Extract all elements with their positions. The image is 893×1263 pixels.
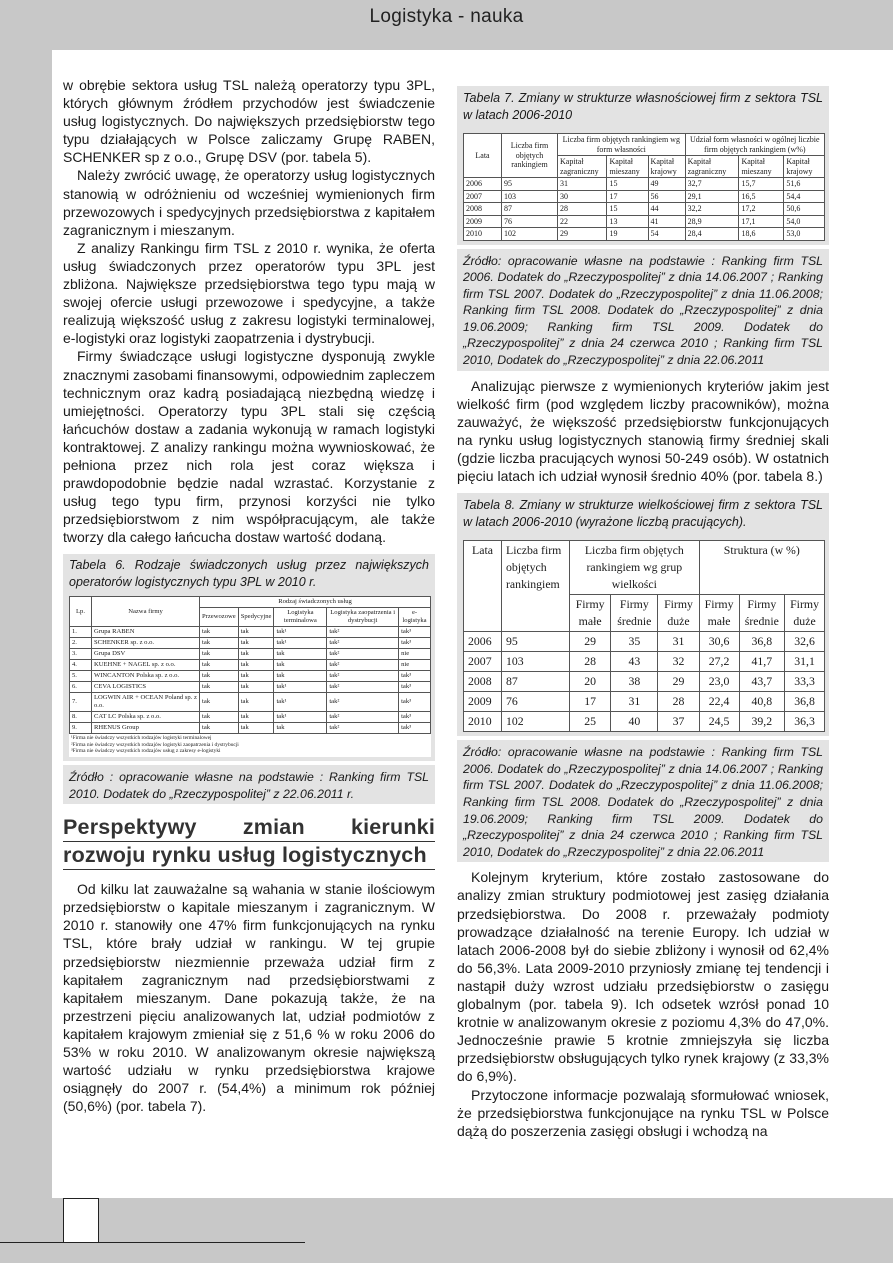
table-cell: tak: [200, 671, 239, 682]
table-header: Firmy duże: [785, 595, 825, 632]
table-header: Nazwa firmy: [92, 597, 200, 627]
table-cell: 40,8: [739, 692, 785, 712]
table-cell: 40: [611, 712, 658, 732]
table-cell: 24,5: [699, 712, 739, 732]
table-cell: 36,3: [785, 712, 825, 732]
right-column: [457, 86, 829, 1140]
table-header: Przewozowe: [200, 608, 239, 627]
table-cell: CEVA LOGISTICS: [92, 682, 200, 693]
table-cell: 27,2: [699, 652, 739, 672]
table-cell: tak: [200, 638, 239, 649]
table-header: Lp.: [70, 597, 92, 627]
table-cell: 2007: [464, 652, 502, 672]
table-cell: tak: [238, 693, 274, 712]
table-cell: tak¹: [274, 638, 327, 649]
table-row: [70, 671, 431, 682]
table-cell: 15: [607, 203, 648, 216]
table-cell: 31: [558, 178, 607, 191]
paragraph: Firmy świadczące usługi logistyczne dysponują zwykle znacznymi zasobami finansowymi, odpowiednim zapleczem technicznym oraz kadrą posiadającą niezbędną wiedzę i umiejętności. Operatorzy typu 3PL stali się częścią łańcuchów dostaw a zadania wykonują w ramach logistyki kontraktowej. Z analizy rankingu można wywnioskować, że pełniona przez nich rola jest coraz większa i prawdopodobnie będzie nadal wzrastać. Korzystanie z usług tego typu firm, przynosi korzyści nie tylko przedsiębiorstwom z nim współpracującym, ale także tworzy dla całego łańcucha dostaw wartość dodaną.: [63, 348, 435, 546]
table-cell: 28: [558, 203, 607, 216]
table-header: Kapitał mieszany: [607, 156, 648, 178]
table-cell: 19: [607, 228, 648, 241]
table-cell: nie: [399, 649, 431, 660]
table-cell: 2006: [464, 632, 502, 652]
table8-source: Źródło: opracowanie własne na podstawie : Ranking firm TSL 2006. Dodatek do „Rzeczypospolitej” z dnia 14.06.2007 ; Ranking firm TSL 2007. Dodatek do „Rzeczypospolitej” z dnia 11.06.2008; Ranking firm TSL 2008. Dodatek do „Rzeczypospolitej” z dnia 19.06.2009; Ranking firm TSL 2009. Dodatek do „Rzeczypospolitej” z dnia 24 czerwca 2010 ; Ranking firm TSL 2010, Dodatek do „Rzeczypospolitej” z dnia 22.06.2011: [457, 740, 829, 862]
table-cell: tak: [200, 723, 239, 734]
table6: [69, 596, 431, 734]
table-cell: 32,7: [685, 178, 739, 191]
table-cell: SCHENKER sp. z o.o.: [92, 638, 200, 649]
table-cell: tak: [274, 671, 327, 682]
table-cell: tak²: [327, 627, 399, 638]
table-cell: tak: [238, 723, 274, 734]
table-cell: tak¹: [274, 682, 327, 693]
table-cell: 7.: [70, 693, 92, 712]
table-cell: 37: [658, 712, 699, 732]
table-cell: 30: [558, 190, 607, 203]
table-cell: 87: [502, 672, 570, 692]
table-cell: 28,9: [685, 215, 739, 228]
table-cell: 35: [611, 632, 658, 652]
table6-source: Źródło : opracowanie własne na podstawie : Ranking firm TSL 2010. Dodatek do „Rzeczypospolitej” z 22.06.2011 r.: [63, 765, 435, 804]
table7-caption: Tabela 7. Zmiany w strukturze własnościowej firm z sektora TSL w latach 2006-2010: [457, 86, 829, 125]
table-cell: 76: [502, 692, 570, 712]
table-cell: 17,2: [739, 203, 784, 216]
table-cell: 87: [502, 203, 558, 216]
table-cell: tak²: [327, 693, 399, 712]
table-cell: tak²: [327, 671, 399, 682]
table-cell: 32: [658, 652, 699, 672]
table-cell: tak³: [399, 682, 431, 693]
table-cell: 8.: [70, 712, 92, 723]
table-row: [70, 627, 431, 638]
table-cell: tak: [200, 712, 239, 723]
table-header: Firmy małe: [570, 595, 611, 632]
table-cell: 20: [570, 672, 611, 692]
table-cell: 43: [611, 652, 658, 672]
table-header: Kapitał zagraniczny: [685, 156, 739, 178]
table-cell: 41,7: [739, 652, 785, 672]
table-cell: 32,2: [685, 203, 739, 216]
table-header: Firmy średnie: [611, 595, 658, 632]
table-cell: LOGWIN AIR + OCEAN Poland sp. z o.o.: [92, 693, 200, 712]
table-header: Kapitał krajowy: [648, 156, 685, 178]
table-row: [70, 712, 431, 723]
table-cell: 56: [648, 190, 685, 203]
table-cell: 2007: [464, 190, 502, 203]
table-cell: 102: [502, 712, 570, 732]
table-cell: 54,0: [784, 215, 825, 228]
section-heading: rozwoju rynku usług logistycznych: [63, 843, 427, 868]
table-cell: 22: [558, 215, 607, 228]
table-cell: 28,4: [685, 228, 739, 241]
table-header: Liczba firm objętych rankingiem: [502, 134, 558, 178]
table-cell: tak: [238, 627, 274, 638]
table-cell: 38: [611, 672, 658, 692]
table-cell: tak²: [327, 723, 399, 734]
table8-wrap: [457, 532, 829, 736]
table-cell: 6.: [70, 682, 92, 693]
table-header: Kapitał zagraniczny: [558, 156, 607, 178]
table-cell: 23,0: [699, 672, 739, 692]
table-cell: tak³: [399, 638, 431, 649]
table-row: [464, 228, 825, 241]
table-cell: tak¹: [274, 627, 327, 638]
table-cell: tak: [238, 660, 274, 671]
table-cell: Grupa RABEN: [92, 627, 200, 638]
table-cell: tak²: [327, 660, 399, 671]
table-row: [464, 215, 825, 228]
table-cell: 31: [611, 692, 658, 712]
table-cell: 2010: [464, 228, 502, 241]
table-cell: CAT LC Polska sp. z o.o.: [92, 712, 200, 723]
table-cell: 28: [570, 652, 611, 672]
table6-caption: Tabela 6. Rodzaje świadczonych usług przez największych operatorów logistycznych typu 3PL w 2010 r.: [63, 554, 435, 590]
table-cell: tak: [274, 660, 327, 671]
table-cell: tak: [200, 693, 239, 712]
table6-notes: [69, 734, 431, 757]
table-note: ¹Firma nie świadczy wszystkich rodzajów logistyki terminalowej: [71, 735, 212, 742]
table-row: [464, 692, 825, 712]
page-number-box: [63, 1198, 99, 1243]
table-cell: 28: [658, 692, 699, 712]
table-cell: WINCANTON Polska sp. z o.o.: [92, 671, 200, 682]
table-cell: 29: [570, 632, 611, 652]
table-row: [464, 652, 825, 672]
table8-caption: Tabela 8. Zmiany w strukturze wielkościowej firm z sektora TSL w latach 2006-2010 (wyrażone liczbą pracujących).: [457, 493, 829, 532]
table-cell: 95: [502, 178, 558, 191]
table-cell: tak²: [327, 682, 399, 693]
table-cell: 2009: [464, 692, 502, 712]
table-cell: tak: [238, 682, 274, 693]
table-group-header: Liczba firm objętych rankingiem wg grup wielkości: [570, 541, 700, 595]
page-header: [0, 0, 893, 50]
table-header: e-logistyka: [399, 608, 431, 627]
table-cell: 1.: [70, 627, 92, 638]
table-cell: tak²: [327, 638, 399, 649]
table-cell: 2006: [464, 178, 502, 191]
table-group-header: Struktura (w %): [699, 541, 824, 595]
table-cell: tak³: [399, 627, 431, 638]
table-cell: 2.: [70, 638, 92, 649]
table-row: [70, 682, 431, 693]
table-cell: 25: [570, 712, 611, 732]
table-cell: 4.: [70, 660, 92, 671]
table-row: [464, 632, 825, 652]
paragraph: w obrębie sektora usług TSL należą operatorzy typu 3PL, których głównym źródłem przychodów jest świadczenie usług logistycznych. Do największych przedsiębiorstw tego typu działających w Polsce zaliczamy Grupę RABEN, SCHENKER sp z o.o., Grupę DSV (por. tabela 5).: [63, 77, 435, 166]
table-cell: 13: [607, 215, 648, 228]
table-cell: tak³: [399, 693, 431, 712]
table-cell: 2009: [464, 215, 502, 228]
table-row: [464, 712, 825, 732]
table6-wrap: [63, 590, 435, 761]
table-cell: tak: [200, 682, 239, 693]
table-row: [464, 672, 825, 692]
table-cell: 30,6: [699, 632, 739, 652]
table-cell: 17: [570, 692, 611, 712]
table-cell: 9.: [70, 723, 92, 734]
table-header: Lata: [464, 541, 502, 632]
table-cell: tak: [238, 712, 274, 723]
table-header: Kapitał mieszany: [739, 156, 784, 178]
footer-rule: [0, 1242, 305, 1243]
table-header: Logistyka zaopatrzenia i dystrybucji: [327, 608, 399, 627]
paragraph: Kolejnym kryterium, które zostało zastosowane do analizy zmian struktury podmiotowej jest zasięg działania przedsiębiorstwa. Do 2008 r. przeważały podmioty prowadzące działalność na terenie Europy. Ich udział w latach 2006-2008 był do siebie zbliżony i wynosił od 62,4% do 56,3%. Lata 2009-2010 przyniosły zmianę tej tendencji i nastąpił duży wzrost udziału przedsiębiorstw o zasięgu globalnym (por. tabela 9). Ich odsetek wzrósł ponad 10 krotnie w analizowanym okresie z poziomu 4,3% do 47,0%. Jednocześnie prawie 5 krotnie zmniejszyła się liczba przedsiębiorstw obsługujących tylko rynek krajowy (z 33,3% do 6,9%).: [457, 869, 829, 1085]
table-cell: 2008: [464, 672, 502, 692]
table-cell: 29: [658, 672, 699, 692]
table-note: ²Firma nie świadczy wszystkich rodzajów logistyki zaopatrzenia i dystrybucji: [71, 741, 239, 748]
table-cell: tak²: [327, 649, 399, 660]
table-cell: 76: [502, 215, 558, 228]
table-cell: 44: [648, 203, 685, 216]
table-header: Firmy duże: [658, 595, 699, 632]
table7-source: Źródło: opracowanie własne na podstawie : Ranking firm TSL 2006. Dodatek do „Rzeczypospolitej” z dnia 14.06.2007 ; Ranking firm TSL 2007. Dodatek do „Rzeczypospolitej” z dnia 11.06.2008; Ranking firm TSL 2008. Dodatek do „Rzeczypospolitej” z dnia 19.06.2009; Ranking firm TSL 2009. Dodatek do „Rzeczypospolitej” z dnia 24 czerwca 2010 ; Ranking firm TSL 2010, Dodatek do „Rzeczypospolitej” z dnia 22.06.2011: [457, 249, 829, 371]
table-cell: tak: [274, 649, 327, 660]
table-cell: tak: [238, 649, 274, 660]
table-header: Liczba firm objętych rankingiem: [502, 541, 570, 632]
table-cell: 29,1: [685, 190, 739, 203]
table-cell: 15: [607, 178, 648, 191]
running-title: Logistyka - nauka: [369, 6, 524, 27]
table-cell: KUEHNE + NAGEL sp. z o.o.: [92, 660, 200, 671]
table-cell: 51,6: [784, 178, 825, 191]
table-header: Spedycyjne: [238, 608, 274, 627]
table-cell: 95: [502, 632, 570, 652]
table-cell: 17,1: [739, 215, 784, 228]
table-header: Kapitał krajowy: [784, 156, 825, 178]
table-cell: RHENUS Group: [92, 723, 200, 734]
table-row: [70, 693, 431, 712]
table-note: ³Firma nie świadczy wszystkich rodzajów usług z zakresy e-logistyki: [71, 748, 221, 755]
table-group-header: Udział form własności w ogólnej liczbie firm objętych rankingiem (w%): [685, 134, 824, 156]
table-cell: nie: [399, 660, 431, 671]
table-cell: tak: [200, 660, 239, 671]
table-cell: 2008: [464, 203, 502, 216]
table-cell: 2010: [464, 712, 502, 732]
table-cell: 103: [502, 652, 570, 672]
table-row: [464, 203, 825, 216]
paragraph: Należy zwrócić uwagę, że operatorzy usług logistycznych stanowią w odróżnieniu od wcześniej wymienionych firm przewozowych i spedycyjnych przedsiębiorstwa z kapitałem zagranicznym i mieszanym.: [63, 167, 435, 238]
table-cell: 32,6: [785, 632, 825, 652]
table-cell: tak³: [399, 723, 431, 734]
table-header: Firmy średnie: [739, 595, 785, 632]
table-header: Firmy małe: [699, 595, 739, 632]
table-cell: 103: [502, 190, 558, 203]
table-row: [464, 178, 825, 191]
table-cell: 53,0: [784, 228, 825, 241]
table-cell: 41: [648, 215, 685, 228]
table-cell: tak³: [399, 712, 431, 723]
table-header: Lata: [464, 134, 502, 178]
table-cell: 50,6: [784, 203, 825, 216]
table-row: [464, 190, 825, 203]
table-cell: tak: [200, 627, 239, 638]
paragraph: Od kilku lat zauważalne są wahania w stanie ilościowym przedsiębiorstw o kapitale mieszanym i zagranicznym. W 2010 r. stanowiły one 47% firm funkcjonujących na rynku TSL, które brały udział w rankingu. W tej grupie przedsiębiorstw niezmiennie przeważa udział firm z kapitałem zagranicznym nad przedsiębiorstwami z kapitałem mieszanym. Dane pokazują także, że na przestrzeni pięciu analizowanych lat, udział podmiotów z kapitałem krajowym zmieniał się z 51,6 % w roku 2006 do 53% w roku 2010. W analizowanym okresie największą wartość udziału w rynku przedsiębiorstwa krajowe osiągnęły do 2007 r. (54,4%) a minimum rok później (50,6%) (por. tabela 7).: [63, 881, 435, 1115]
paragraph: Z analizy Rankingu firm TSL z 2010 r. wynika, że oferta usług świadczonych przez operatorów typu 3PL jest zbliżona. Największe przedsiębiorstwa tego typu mają w swojej ofercie usługi przewozowe i spedycyjne, a także realizują większość usług z zakresu logistyki terminalowej, e-logistyki oraz logistyki zaopatrzenia i dystrybucji.: [63, 239, 435, 347]
table-cell: 33,3: [785, 672, 825, 692]
table-cell: 49: [648, 178, 685, 191]
table-cell: tak: [238, 638, 274, 649]
table-cell: 39,2: [739, 712, 785, 732]
table-row: [70, 723, 431, 734]
table8: [463, 540, 825, 732]
table-header: Logistyka terminalowa: [274, 608, 327, 627]
table-cell: 22,4: [699, 692, 739, 712]
table-row: [70, 649, 431, 660]
table-group-header: Rodzaj świadczonych usług: [200, 597, 431, 608]
table-cell: tak: [274, 723, 327, 734]
table-cell: 15,7: [739, 178, 784, 191]
table-cell: 16,5: [739, 190, 784, 203]
left-column: [63, 76, 435, 1115]
table-group-header: Liczba firm objętych rankingiem wg form własności: [558, 134, 686, 156]
table-cell: Grupa DSV: [92, 649, 200, 660]
table-cell: 54,4: [784, 190, 825, 203]
table-cell: 3.: [70, 649, 92, 660]
table7: [463, 133, 825, 241]
table-cell: 17: [607, 190, 648, 203]
table-cell: tak²: [327, 712, 399, 723]
table-cell: 43,7: [739, 672, 785, 692]
table-cell: 54: [648, 228, 685, 241]
table-row: [70, 660, 431, 671]
paragraph: Analizując pierwsze z wymienionych kryteriów jakim jest wielkość firm (pod względem liczby pracowników), można zauważyć, że większość przedsiębiorstw funkcjonujących na rynku usług logistycznych stanowią firmy średniej skali (gdzie liczba pracujących wynosi 50-249 osób). W ostatnich pięciu latach ich udział wynosił średnio 40% (por. tabela 8.): [457, 377, 829, 485]
section-heading: Perspektywy zmian kierunki: [63, 815, 435, 840]
table-cell: 29: [558, 228, 607, 241]
table-cell: tak³: [399, 671, 431, 682]
table-cell: 18,6: [739, 228, 784, 241]
table-cell: tak¹: [274, 693, 327, 712]
table-row: [70, 638, 431, 649]
table-cell: 5.: [70, 671, 92, 682]
table-cell: tak: [200, 649, 239, 660]
table-cell: 31: [658, 632, 699, 652]
table7-wrap: [457, 125, 829, 245]
table-cell: 102: [502, 228, 558, 241]
table-cell: tak: [238, 671, 274, 682]
table-cell: 36,8: [785, 692, 825, 712]
table-cell: 31,1: [785, 652, 825, 672]
table-cell: tak¹: [274, 712, 327, 723]
paragraph: Przytoczone informacje pozwalają sformułować wniosek, że przedsiębiorstwa funkcjonujące na rynku TSL w Polsce dążą do poszerzenia zasięgi obsługi i wchodzą na: [457, 1086, 829, 1139]
table-cell: 36,8: [739, 632, 785, 652]
